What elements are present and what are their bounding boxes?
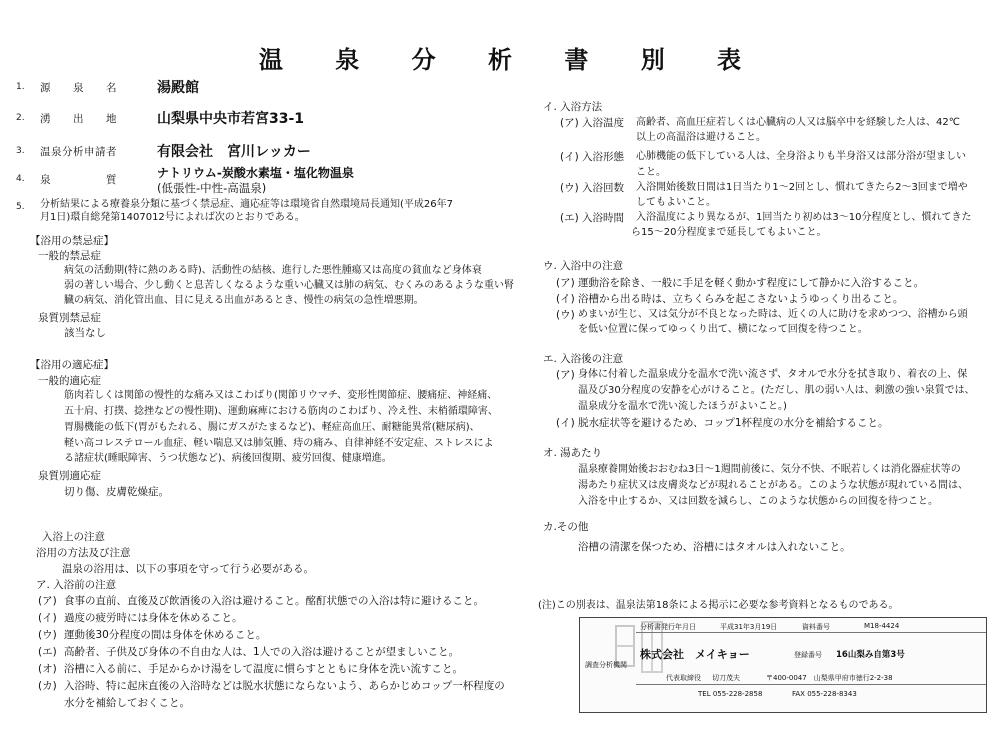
list-mark: (ア) [556,277,575,289]
item-number: 5. [16,202,25,212]
spring-quality-value: ナトリウム-炭酸水素塩・塩化物温泉 [157,166,354,180]
during-bath-item: めまいが生じ、又は気分が不良となった時は、近くの人に助けを求めつつ、浴槽から頭 [578,309,968,320]
method-mark: (イ) 入浴形態 [560,151,625,163]
method-line: 心肺機能の低下している人は、全身浴よりも半身浴又は部分浴が望ましい [636,151,966,162]
spring-quality-label: 泉 質 [40,174,117,186]
before-bath-item: 運動後30分程度の間は身体を休めること。 [64,629,267,641]
yuatari-line: 入浴を中止するか、又は回数を減らし、このような状態からの回復を待つこと。 [578,496,938,507]
organization-type: 調査分析機関 [585,661,627,669]
list-mark: (ウ) [38,629,57,641]
after-bath-item: 身体に付着した温泉成分を温水で洗い流さず、タオルで水分を拭き取り、着衣の上、保 [578,369,968,380]
indication-line: 胃腸機能の低下(胃がもたれる、腸にガスがたまるなど)、軽症高血圧、耐糖能異常(糖尿病)、 [64,422,480,433]
method-line: 入浴開始後数日間は1日当たり1～2回とし、慣れてきたら2～3回まで増や [636,182,968,193]
bathing-notes-heading: 入浴上の注意 [42,531,105,543]
item-number: 1. [16,82,25,92]
telephone: TEL 055-228-2858 [698,690,763,698]
item5-line: 分析結果による療養泉分類に基づく禁忌症、適応症等は環境省自然環境局長通知(平成26年7 [40,199,453,210]
footnote: (注)この別表は、温泉法第18条による掲示に必要な参考資料となるものである。 [538,600,899,611]
list-mark: (オ) [38,663,57,675]
issue-date-label: 分析書発行年月日 [640,623,696,631]
method-line: 以上の高温浴は避けること。 [636,132,766,143]
document-number-value: M18-4424 [864,622,900,630]
analysis-stamp [579,617,987,713]
method-line: 高齢者、高血圧症若しくは心臓病の人又は脳卒中を経験した人は、42℃ [636,117,960,128]
yuatari-heading: オ. 湯あたり [543,447,603,459]
representative-label: 代表取締役 [666,674,701,682]
bathing-method-heading: 浴用の方法及び注意 [36,547,131,559]
method-line: してもよいこと。 [636,197,716,208]
contraindication-line: 臓の病気、消化管出血、目に見える出血があるとき、慢性の病気の急性増悪期。 [64,295,424,306]
indication-line: 軽い高コレステロール血症、軽い喘息又は肺気腫、痔の痛み、自律神経不安定症、ストレスによ [64,438,494,449]
after-bath-item: 温泉成分を温水で洗い流したほうがよいこと。) [578,401,787,412]
spring-contraindications-value: 該当なし [64,327,106,339]
spring-contraindications-heading: 泉質別禁忌症 [38,312,101,324]
document-number-label: 資料番号 [802,623,830,631]
during-bath-item: を低い位置に保ってゆっくり出て、横になって回復を待つこと。 [578,324,868,335]
company-name: 株式会社 メイキョー [640,648,750,661]
list-mark: (イ) [556,293,575,305]
method-mark: (エ) 入浴時間 [560,212,625,224]
registration-value: 16山梨み自第3号 [836,650,905,660]
fax: FAX 055-228-8343 [792,690,857,698]
indications-heading: 【浴用の適応症】 [30,359,114,371]
general-contraindications-heading: 一般的禁忌症 [38,250,101,262]
contraindication-line: 病気の活動期(特に熱のある時)、活動性の結核、進行した悪性腫瘍又は高度の貧血など身体衰 [64,265,482,276]
registration-label: 登録番号 [794,651,822,659]
before-bath-heading: ア. 入浴前の注意 [36,579,117,591]
during-bath-heading: ウ. 入浴中の注意 [543,260,624,272]
after-bath-heading: エ. 入浴後の注意 [543,353,624,365]
other-line: 浴槽の清潔を保つため、浴槽にはタオルは入れないこと。 [578,541,851,553]
after-bath-item: 温及び30分程度の安静を心がけること。(ただし、肌の弱い人は、刺激の強い泉質では、 [578,385,975,396]
list-mark: (カ) [38,680,57,692]
spring-name-value: 湯殿館 [157,80,199,96]
location-label: 湧 出 地 [40,113,117,125]
general-indications-heading: 一般的適応症 [38,375,101,387]
contraindication-line: 弱の著しい場合、少し動くと息苦しくなるような重い心臓又は肺の病気、むくみのあるような重い腎 [64,280,514,291]
bathing-intro: 温泉の浴用は、以下の事項を守って行う必要がある。 [62,563,314,575]
yuatari-line: 温泉療養開始後おおむね3日～1週間前後に、気分不快、不眠若しくは消化器症状等の [578,464,961,475]
method-line: ら15～20分程度まで延長してもよいこと。 [631,227,827,238]
indication-line: 筋肉若しくは関節の慢性的な痛み又はこわばり(関節リウマチ、変形性関節症、腰痛症、神経痛、 [64,390,498,401]
spring-indications-value: 切り傷、皮膚乾燥症。 [64,486,169,498]
before-bath-item: 過度の疲労時には身体を休めること。 [64,612,243,624]
list-mark: (イ) [38,612,57,624]
other-heading: カ.その他 [543,521,589,533]
applicant-label: 温泉分析申請者 [40,146,117,158]
during-bath-item: 浴槽から出る時は、立ちくらみを起こさないようゆっくり出ること。 [578,293,904,305]
before-bath-item: 浴槽に入る前に、手足からかけ湯をして温度に慣らすとともに身体を洗い流すこと。 [64,663,463,675]
location-value: 山梨県中央市若宮33-1 [157,111,305,127]
before-bath-item: 食事の直前、直後及び飲酒後の入浴は避けること。酩酊状態での入浴は特に避けること。 [64,595,484,607]
spring-quality-detail: (低張性-中性-高温泉) [157,181,267,195]
indication-line: 五十肩、打撲、捻挫などの慢性期)、運動麻痺における筋肉のこわばり、冷え性、末梢循環障害、 [64,406,498,417]
representative-name: 切刀茂夫 [712,674,740,682]
list-mark: (ウ) [556,309,575,321]
before-bath-item: 高齢者、子供及び身体の不自由な人は、1人での入浴は避けることが望ましいこと。 [64,646,460,658]
issue-date-value: 平成31年3月19日 [720,623,778,631]
list-mark: (ア) [556,369,575,381]
item-number: 2. [16,113,25,123]
item-number: 3. [16,146,25,156]
during-bath-item: 運動浴を除き、一般に手足を軽く動かす程度にして静かに入浴すること。 [578,277,925,289]
spring-name-label: 源 泉 名 [40,82,117,94]
company-address: 〒400-0047 山梨県甲府市徳行2-2-38 [766,674,893,682]
applicant-value: 有限会社 宮川レッカー [157,144,311,160]
page-title: 温 泉 分 析 書 別 表 [258,46,764,74]
spring-indications-heading: 泉質別適応症 [38,470,101,482]
indication-line: る諸症状(睡眠障害、うつ状態など)、病後回復期、疲労回復、健康増進。 [64,453,392,464]
method-mark: (ア) 入浴温度 [560,117,625,129]
list-mark: (エ) [38,646,57,658]
bathing-method-section-heading: イ. 入浴方法 [543,101,603,113]
item-number: 4. [16,174,25,184]
list-mark: (イ) [556,417,575,429]
list-mark: (ア) [38,595,57,607]
method-line: 入浴温度により異なるが、1回当たり初めは3～10分程度とし、慣れてきた [636,212,972,223]
before-bath-item: 水分を補給しておくこと。 [64,697,190,709]
method-mark: (ウ) 入浴回数 [560,182,625,194]
item5-line: 月1日)環自総発第1407012号によれば次のとおりである。 [40,212,305,223]
contraindications-heading: 【浴用の禁忌症】 [30,235,114,247]
before-bath-item: 入浴時、特に起床直後の入浴時などは脱水状態にならないよう、あらかじめコップ一杯程度の [64,680,505,692]
after-bath-item: 脱水症状等を避けるため、コップ1杯程度の水分を補給すること。 [578,417,889,429]
method-line: こと。 [636,167,666,178]
yuatari-line: 湯あたり症状又は皮膚炎などが現れることがある。このような状態が現れている間は、 [578,480,968,491]
